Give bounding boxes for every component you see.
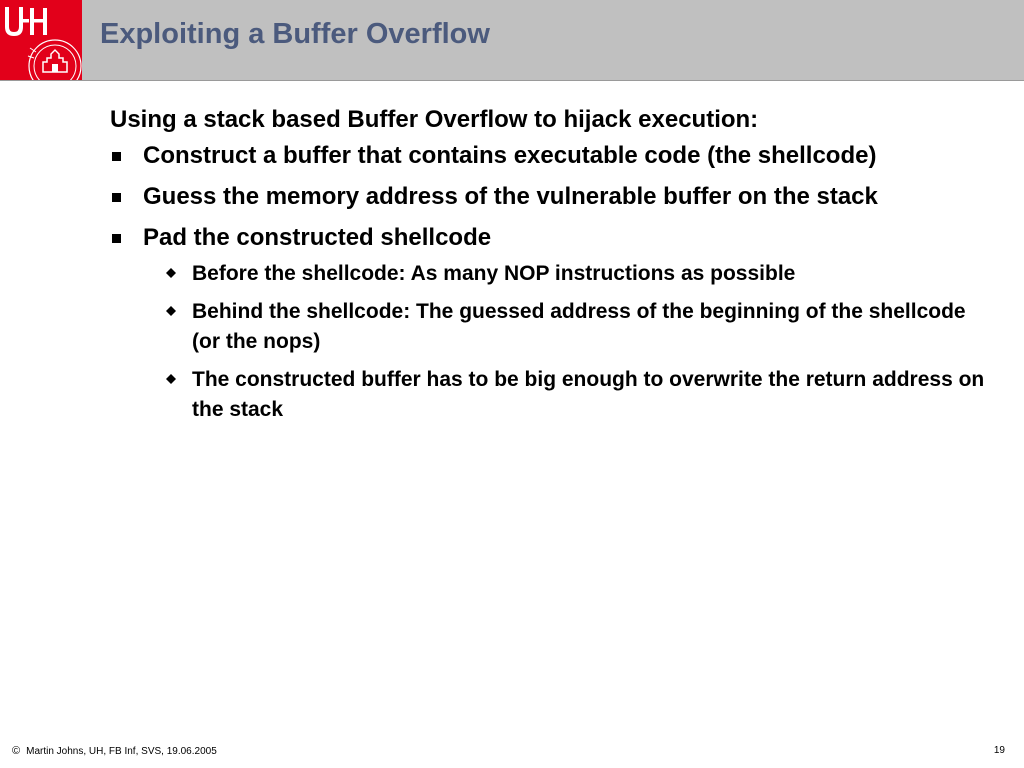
university-logo — [0, 0, 82, 80]
sub-bullet-text: The constructed buffer has to be big enough to overwrite the return address on the stack — [192, 368, 985, 421]
bullet-text: Construct a buffer that contains executable code (the shellcode) — [143, 142, 877, 169]
diamond-bullet-icon — [166, 306, 176, 316]
copyright-icon: © — [12, 745, 21, 757]
uhh-logo-icon — [0, 0, 82, 80]
footer — [12, 745, 217, 757]
page-number: 19 — [993, 745, 1005, 756]
header-divider — [0, 80, 1024, 81]
bullet-text: Pad the constructed shellcode — [143, 224, 492, 251]
sub-list-item — [164, 365, 990, 425]
lead-text: Using a stack based Buffer Overflow to hijack execution: — [110, 106, 759, 133]
bullet-list — [110, 139, 990, 425]
sub-list-item — [164, 297, 990, 357]
list-item — [110, 139, 990, 173]
sub-bullet-text: Before the shellcode: As many NOP instructions as possible — [192, 262, 796, 285]
sub-list-item — [164, 259, 990, 289]
diamond-bullet-icon — [166, 268, 176, 278]
square-bullet-icon — [112, 234, 121, 243]
diamond-bullet-icon — [166, 374, 176, 384]
slide-title: Exploiting a Buffer Overflow — [100, 18, 490, 50]
footer-author: Martin Johns, UH, FB Inf, SVS, 19.06.2005 — [26, 746, 217, 757]
list-item — [110, 180, 990, 214]
slide-body — [110, 104, 990, 433]
bullet-text: Guess the memory address of the vulnerable buffer on the stack — [143, 183, 878, 210]
square-bullet-icon — [112, 152, 121, 161]
title-bar — [0, 0, 1024, 80]
sub-bullet-list — [143, 259, 990, 425]
list-item — [110, 221, 990, 425]
square-bullet-icon — [112, 193, 121, 202]
sub-bullet-text: Behind the shellcode: The guessed address of the beginning of the shellcode (or the nops) — [192, 300, 966, 353]
